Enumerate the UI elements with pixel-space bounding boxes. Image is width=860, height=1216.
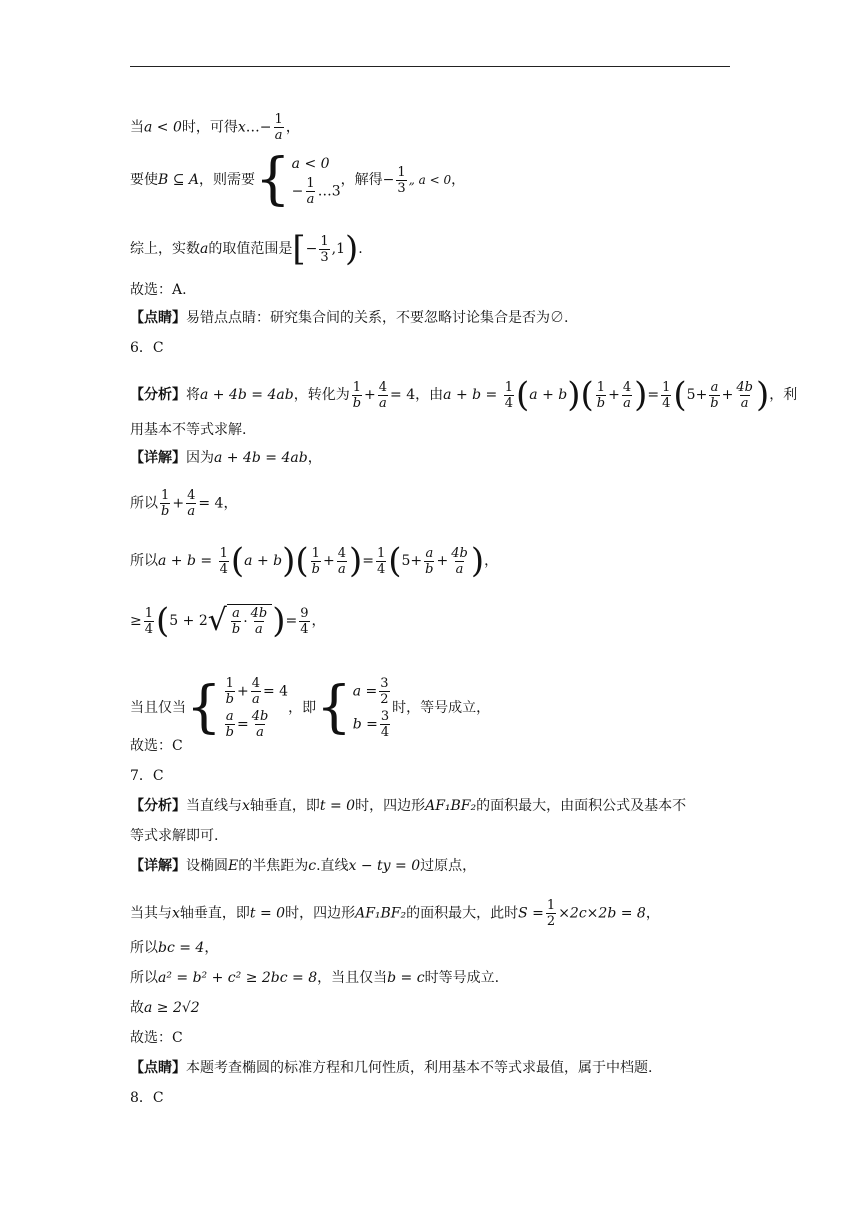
equation-system: { a < 0 − $\frac{1}{a}$ …3 (255, 147, 341, 212)
text-line: 【详解】因为a + 4b = 4ab， (130, 450, 322, 466)
text-line: 故选：C (130, 738, 183, 754)
tag-label: 【分析】 (130, 387, 186, 403)
text-line: 等式求解即可. (130, 828, 219, 844)
text: ，则需要 (199, 172, 256, 188)
text-line: 当其与x轴垂直，即t = 0时，四边形AF₁BF₂的面积最大，此时S = $\frac{1}{2}$ ×2c×2b = 8， (130, 898, 660, 929)
text-line: 所以 $\frac{1}{b}$ + $\frac{4}{a}$ = 4， (130, 488, 238, 519)
math: B ⊆ A (158, 172, 200, 188)
text-line: 故选：A. (130, 282, 187, 298)
math: „ a < 0 (408, 173, 452, 187)
text-line: 【分析】将a + 4b = 4ab，转化为 $\frac{1}{b}$ + $\frac{4}{a}$ = 4，由a + b = $\frac{1}{4}$ (a + b)( $\frac{1}{b}$ + $\frac{4}{a}$ )= $\frac{1}{4}$ (5+ $\frac{a}{b}$ + $\frac{4b}{a}$ )，利 (130, 375, 798, 415)
text-line: ≥ $\frac{1}{4}$ (5 + 2 √ $\frac{a}{b}$ · $\frac{4b}{a}$ )= $\frac{9}{4}$ ， (130, 601, 326, 641)
text-line: 所以a² = b² + c² ≥ 2bc = 8，当且仅当b = c时等号成立. (130, 970, 500, 986)
tag-label: 【分析】 (130, 798, 186, 814)
tag-label: 【详解】 (130, 450, 186, 466)
text-line: 所以bc = 4， (130, 940, 219, 956)
text: 要使 (130, 172, 158, 188)
text-line: 当a < 0时，可得x…− $\frac{1}{a}$ ， (130, 112, 300, 143)
text-line: 要使B ⊆ A，则需要 { a < 0 − $\frac{1}{a}$ …3 ，解得− $\frac{1}{3}$ „ a < 0， (130, 147, 466, 212)
text-line: 故a ≥ 2√2 (130, 1000, 200, 1016)
question-number: 7．C (130, 768, 164, 784)
question-number: 8．C (130, 1090, 164, 1106)
text-line: 用基本不等式求解. (130, 422, 247, 438)
math: …− (245, 119, 272, 136)
tag-label: 【点睛】 (130, 310, 186, 326)
text-line: 故选：C (130, 1030, 183, 1046)
text-line: 【分析】当直线与x轴垂直，即t = 0时，四边形AF₁BF₂的面积最大，由面积公式及基本不 (130, 798, 687, 814)
text-line: 【点睛】本题考查椭圆的标准方程和几何性质，利用基本不等式求最值，属于中档题. (130, 1060, 653, 1076)
text-line: 当且仅当 { $\frac{1}{b}$ + $\frac{4}{a}$ = 4 $\frac{a}{b}$ = $\frac{4b}{a}$ ，即 { a = $\frac{3}{2}$ b = $\frac{3}{4}$ 时，等号成立， (130, 675, 491, 740)
tag-label: 【详解】 (130, 858, 186, 874)
text-line: 【详解】设椭圆E的半焦距为c.直线x − ty = 0过原点， (130, 858, 477, 874)
math: a < 0 (144, 119, 182, 136)
text: 时，可得 (181, 119, 238, 136)
text: ，解得 (340, 172, 383, 188)
text-line: 【点睛】易错点点睛：研究集合间的关系，不要忽略讨论集合是否为∅. (130, 310, 569, 326)
tag-label: 【点睛】 (130, 1060, 186, 1076)
header-rule (130, 66, 730, 67)
text-line: 综上，实数a的取值范围是[− $\frac{1}{3}$ ,1). (130, 229, 363, 269)
fraction: $\frac{1}{a}$ (274, 112, 283, 143)
text-line: 所以a + b = $\frac{1}{4}$ (a + b)( $\frac{1}{b}$ + $\frac{4}{a}$ )= $\frac{1}{4}$ (5+ $\frac{a}{b}$ + $\frac{4b}{a}$ )， (130, 541, 499, 581)
question-number: 6．C (130, 340, 164, 356)
text: 当 (130, 119, 144, 136)
math: x (237, 119, 246, 136)
